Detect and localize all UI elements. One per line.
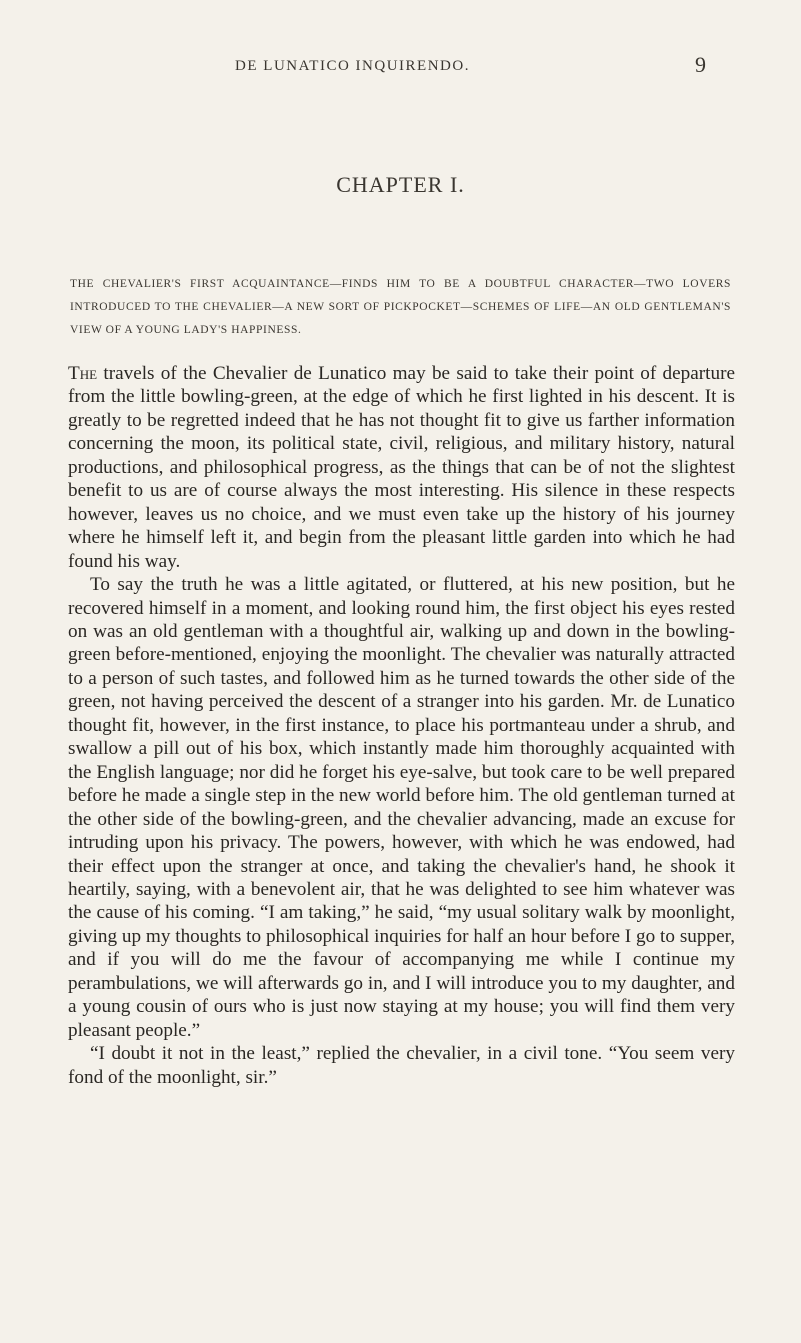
- paragraph-2: To say the truth he was a little agitated, or fluttered, at his new position, but he recovered himself in a moment, and looking round him, the first object his eyes rested on was an old gentleman with a thoughtful air, walking up and down in the bowling-green before-mentioned, enjoying the moonlight. The chevalier was naturally attracted to a person of such tastes, and followed him as he turned towards the other side of the green, not having perceived the descent of a stranger into his garden. Mr. de Lunatico thought fit, however, in the first instance, to place his portmanteau under a shrub, and swallow a pill out of his box, which instantly made him thoroughly acquainted with the English language; nor did he forget his eye-salve, but took care to be well prepared before he made a single step in the new world before him. The old gentleman turned at the other side of the bowling-green, and the chevalier advancing, made an excuse for intruding upon his privacy. The powers, however, with which he was endowed, had their effect upon the stranger at once, and taking the chevalier's hand, he shook it heartily, saying, with a benevolent air, that he was delighted to see him whatever was the cause of his coming. “I am taking,” he said, “my usual solitary walk by moonlight, giving up my thoughts to philosophical inquiries for half an hour before I go to supper, and if you will do me the favour of accompanying me while I continue my perambulations, we will afterwards go in, and I will introduce you to my daughter, and a young cousin of ours who is just now staying at my house; you will find them very pleasant people.”: [68, 574, 735, 1041]
- chapter-synopsis: THE CHEVALIER'S FIRST ACQUAINTANCE—FINDS HIM TO BE A DOUBTFUL CHARACTER—TWO LOVERS INTRODUCED TO THE CHEVALIER—A NEW SORT OF PICKPOCKET—SCHEMES OF LIFE—AN OLD GENTLEMAN'S VIEW OF A YOUNG LADY'S HAPPINESS.: [70, 278, 731, 336]
- chapter-title: CHAPTER I.: [336, 172, 465, 197]
- body-text: [68, 362, 735, 1089]
- paragraph-1: [68, 362, 735, 573]
- page-number: 9: [695, 52, 706, 77]
- running-head: DE LUNATICO INQUIRENDO.: [235, 58, 470, 74]
- paragraph-1-lead: The: [68, 363, 98, 384]
- paragraph-1-text: travels of the Chevalier de Lunatico may be said to take their point of departure from the little bowling-green, at the edge of which he first lighted in his descent. It is greatly to be regretted indeed that he has not thought fit to give us farther information concerning the moon, its political state, civil, religious, and military history, natural productions, and philosophical progress, as the things that can be of not the slightest benefit to us are of course always the most interesting. His silence in these respects however, leaves us no choice, and we must even take up the history of his journey where he himself left it, and begin from the pleasant little garden into which he had found his way.: [68, 363, 735, 572]
- paragraph-3: “I doubt it not in the least,” replied the chevalier, in a civil tone. “You seem very fond of the moonlight, sir.”: [68, 1043, 735, 1088]
